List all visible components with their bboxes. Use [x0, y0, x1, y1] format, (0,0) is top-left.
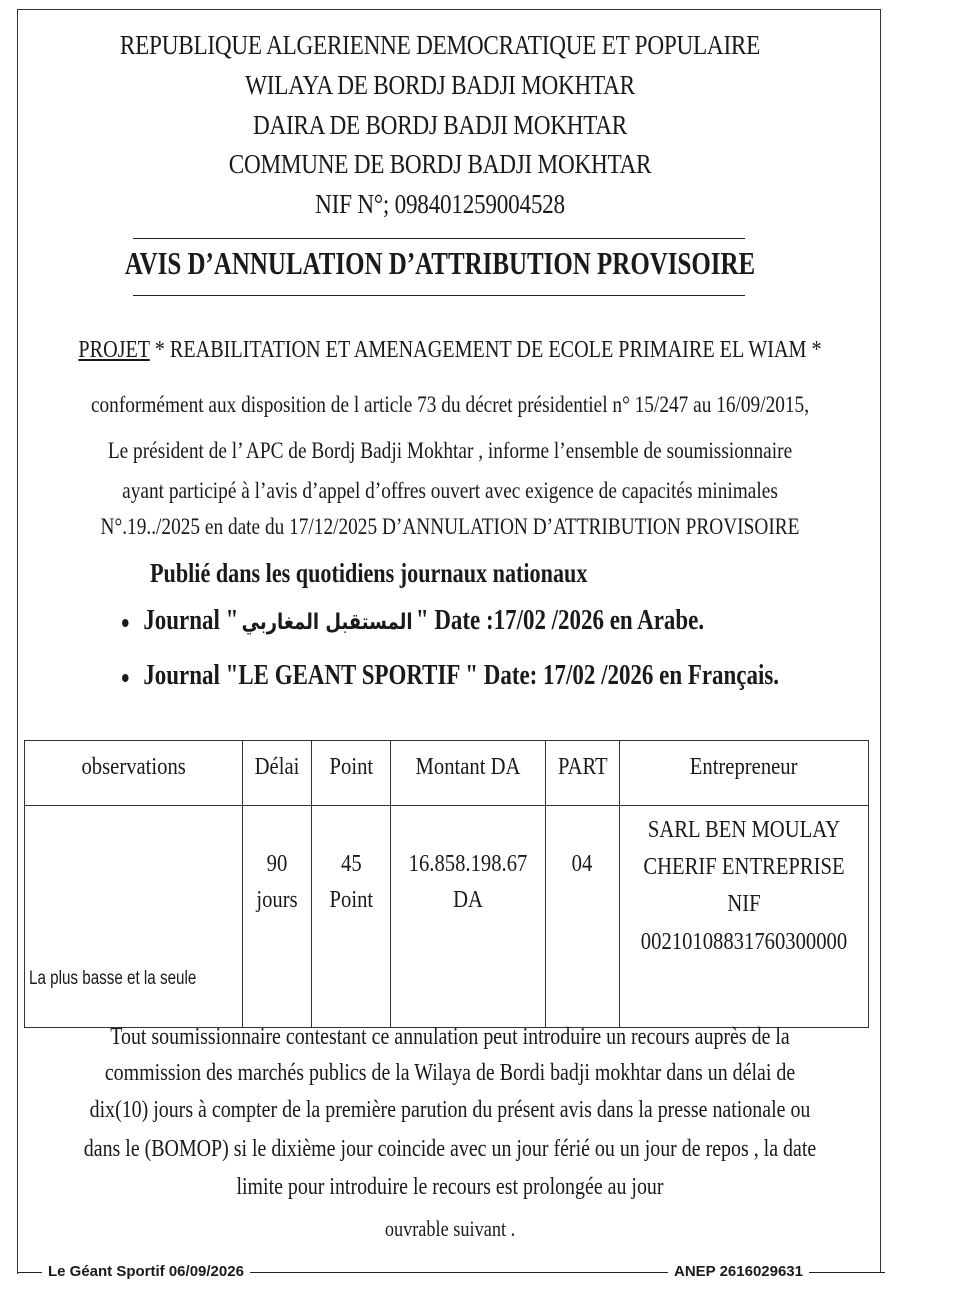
- journal-arabic-prefix: Journal ": [143, 605, 239, 636]
- recours-line-4: dans le (BOMOP) si le dixième jour coincide avec un jour férié ou un jour de repos , la date: [83, 1136, 817, 1162]
- journal-french-text: Journal "LE GEANT SPORTIF " Date: 17/02 /2026 en Français.: [143, 660, 780, 691]
- body-line-2: ayant participé à l’avis d’appel d’offres ouvert avec exigence de capacités minimales: [122, 478, 778, 503]
- header-daira: DAIRA DE BORDJ BADJI MOKHTAR: [252, 110, 628, 140]
- header-wilaya: WILAYA DE BORDJ BADJI MOKHTAR: [245, 70, 635, 100]
- table-row: [25, 806, 869, 1028]
- footer-source: Le Géant Sportif 06/09/2026: [42, 1263, 250, 1280]
- decree-line: conformément aux disposition de l article 73 du décret présidentiel n° 15/247 au 16/09/2015,: [90, 392, 810, 417]
- body-line-1: Le président de l’ APC de Bordj Badji Mokhtar , informe l’ensemble de soumissionnaire: [107, 438, 793, 463]
- col-observations: observations: [25, 741, 243, 806]
- project-label: PROJET: [78, 337, 150, 363]
- publication-heading: Publié dans les quotidiens journaux nationaux: [150, 558, 588, 588]
- recours-line-2: commission des marchés publics de la Wilaya de Bordi badji mokhtar dans un délai de: [104, 1060, 796, 1086]
- title-rule-bottom: [133, 295, 745, 296]
- header-republic: REPUBLIQUE ALGERIENNE DEMOCRATIQUE ET POPULAIRE: [119, 30, 761, 60]
- col-montant: Montant DA: [390, 741, 545, 806]
- journal-arabic-name: المستقبل المغاربي: [241, 610, 413, 635]
- cell-delai: 90 jours: [243, 806, 312, 1028]
- col-point: Point: [312, 741, 391, 806]
- col-part: PART: [545, 741, 619, 806]
- project-line: [72, 337, 828, 364]
- footer-rule-end: [855, 1272, 885, 1273]
- project-name: * REABILITATION ET AMENAGEMENT DE ECOLE PRIMAIRE EL WIAM *: [149, 337, 822, 363]
- footer-anep: ANEP 2616029631: [668, 1263, 809, 1280]
- header-commune: COMMUNE DE BORDJ BADJI MOKHTAR: [228, 149, 652, 179]
- cell-part: 04: [545, 806, 619, 1028]
- recours-line-5: limite pour introduire le recours est prolongée au jour: [236, 1174, 664, 1200]
- col-delai: Délai: [243, 741, 312, 806]
- page-title: AVIS D’ANNULATION D’ATTRIBUTION PROVISOIRE: [124, 245, 756, 281]
- cell-montant: 16.858.198.67 DA: [390, 806, 545, 1028]
- attribution-table: [24, 740, 869, 1028]
- journal-arabic-suffix: " Date :17/02 /2026 en Arabe.: [415, 605, 705, 636]
- title-rule-top: [133, 238, 745, 239]
- col-entrepreneur: Entrepreneur: [620, 741, 869, 806]
- cell-observations: La plus basse et la seule: [25, 806, 243, 1028]
- journal-french-line: [122, 660, 779, 692]
- recours-line-1: Tout soumissionnaire contestant ce annulation peut introduire un recours auprès de la: [110, 1024, 790, 1050]
- journal-arabic-line: [122, 605, 704, 637]
- cell-entrepreneur: SARL BEN MOULAY CHERIF ENTREPRISE NIF 00210108831760300000: [620, 806, 869, 1028]
- cell-point: 45 Point: [312, 806, 391, 1028]
- header-nif: NIF N°; 098401259004528: [315, 189, 565, 219]
- recours-line-6: ouvrable suivant .: [384, 1216, 516, 1241]
- body-line-3: N°.19../2025 en date du 17/12/2025 D’ANNULATION D’ATTRIBUTION PROVISOIRE: [100, 514, 800, 539]
- bullet-icon: [122, 619, 129, 627]
- table-header-row: [25, 741, 869, 806]
- bullet-icon: [122, 674, 129, 682]
- recours-line-3: dix(10) jours à compter de la première parution du présent avis dans la presse nationale ou: [89, 1097, 811, 1123]
